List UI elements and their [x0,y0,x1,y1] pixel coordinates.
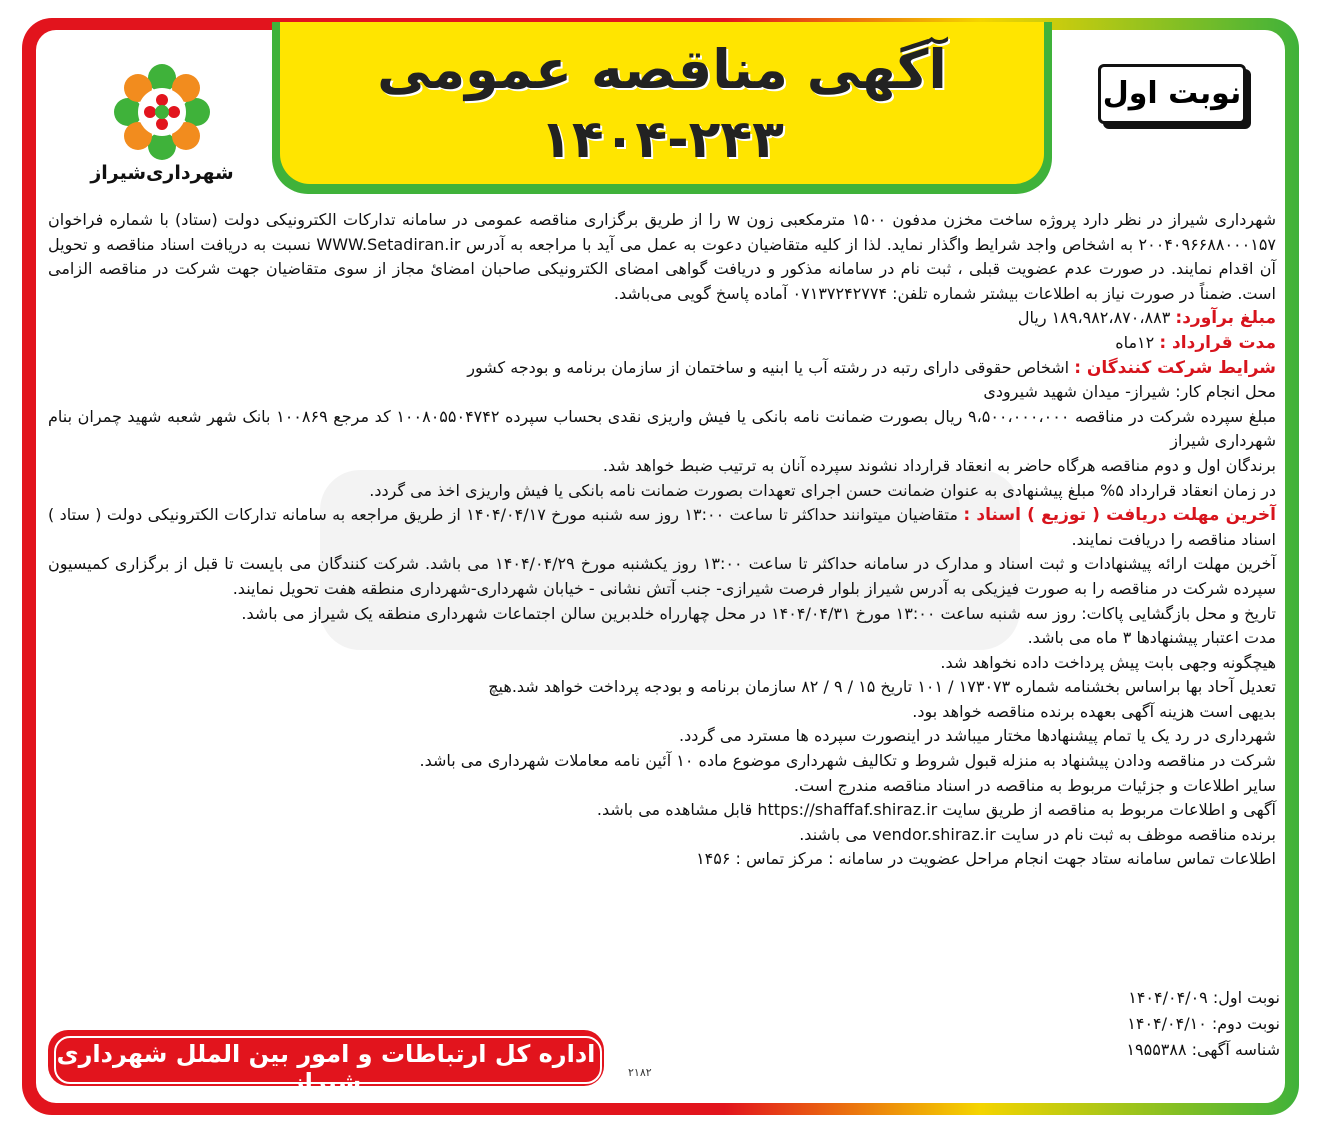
conditions-label: شرایط شرکت کنندگان : [1074,357,1276,378]
estimate-value: ۱۸۹،۹۸۲،۸۷۰،۸۸۳ ریال [1017,308,1171,328]
ad-title: آگهی مناقصه عمومی [377,38,947,101]
ad-id: شناسه آگهی: ۱۹۵۵۳۸۸ [1126,1040,1280,1059]
acceptance-line: شرکت در مناقصه ودادن پیشنهاد به منزله قبول شروط و تکالیف شهرداری موضوع ماده ۱۰ آئین نامه معاملات شهرداری می باشد. [419,751,1276,771]
footer-office: اداره کل ارتباطات و امور بین الملل شهرداری شیراز [56,1040,596,1096]
deadline-label: آخرین مهلت دریافت ( توزیع ) اسناد : [963,505,1277,526]
guarantee-line: در زمان انعقاد قرارداد ۵% مبلغ پیشنهادی به عنوان ضمانت حسن اجرای تعهدات بصورت ضمانت نامه بانکی یا فیش واریزی اخذ می گردد. [369,480,1276,500]
conditions-line [48,356,1276,381]
validity-line: مدت اعتبار پیشنهادها ۳ ماه می باشد. [1027,628,1276,648]
duration-label: مدت قرارداد : [1159,332,1276,353]
location-line: محل انجام کار: شیراز- میدان شهید شیرودی [983,382,1276,402]
prepayment-line: هیچگونه وجهی بابت پیش پرداخت داده نخواهد شد. [940,652,1276,672]
second-round-date: نوبت دوم: ۱۴۰۴/۰۴/۱۰ [1127,1014,1280,1033]
first-round-date: نوبت اول: ۱۴۰۴/۰۴/۰۹ [1128,988,1280,1007]
duration-line [48,331,1276,356]
deposit-paragraph: مبلغ سپرده شرکت در مناقصه ۹،۵۰۰،۰۰۰،۰۰۰ ریال بصورت ضمانت نامه بانکی یا فیش واریزی نقدی بحساب سپرده ۱۰۰۸۰۵۵۰۴۷۴۲ کد مرجع ۱۰۰۸۶۹ بانک شهر شعبه شهید چمران بنام شهرداری شیراز [48,406,1277,451]
vendor-line: برنده مناقصه موظف به ثبت نام در سایت vendor.shiraz.ir می باشند. [799,824,1276,844]
adjustment-line: تعدیل آحاد بها براساس بخشنامه شماره ۱۷۳۰۷۳ / ۱۰۱ تاریخ ۱۵ / ۹ / ۸۲ سازمان برنامه و بودجه پرداخت خواهد شد.هیچ [488,677,1276,697]
duration-value: ۱۲ماه [1115,332,1155,352]
logo-text: شهرداری‌شیراز [90,162,234,184]
conditions-value: اشخاص حقوقی دارای رتبه در رشته آب یا ابنیه و ساختمان از سازمان برنامه و بودجه کشور [467,357,1070,377]
ad-body [48,208,1276,872]
tender-number: ۱۴۰۴-۲۴۳ [540,110,784,170]
round-badge: نوبت اول [1098,64,1246,124]
estimate-label: مبلغ برآورد: [1175,308,1276,329]
deadline-paragraph [48,503,1276,552]
other-info-line: سایر اطلاعات و جزئیات مربوط به مناقصه در اسناد مناقصه مندرج است. [793,775,1276,795]
opening-line: تاریخ و محل بازگشایی پاکات: روز سه شنبه ساعت ۱۳:۰۰ مورخ ۱۴۰۴/۰۴/۳۱ در محل چهارراه خلدبرین سالن اجتماعات شهرداری منطقه یک شیراز می باشد. [241,603,1276,623]
intro-paragraph: شهرداری شیراز در نظر دارد پروژه ساخت مخزن مدفون ۱۵۰۰ مترمکعبی زون w را از طریق برگزاری مناقصه عمومی در سامانه تدارکات الکترونیکی دولت (ستاد) با شماره فراخوان ۲۰۰۴۰۹۶۶۸۸۰۰۰۱۵۷ به اشخاص واجد شرایط واگذار نماید. لذا از کلیه متقاضیان دعوت به عمل می آید با مراجعه به آدرس WWW.Setadiran.ir نسبت به دریافت اسناد مناقصه و تحویل آن اقدام نمایند. در صورت عدم عضویت قبلی ، ثبت نام در سامانه مذکور و دریافت گواهی امضای الکترونیکی صاحبان امضائ مجاز از سوی متقاضیان جهت شرکت در مناقصه الزامی است. ضمناً در صورت نیاز به اطلاعات بیشتر شماره تلفن: ۰۷۱۳۷۲۴۲۷۷۴ آماده پاسخ گویی می‌باشد. [48,210,1276,303]
forfeit-line: برندگان اول و دوم مناقصه هرگاه حاضر به انعقاد قرارداد نشوند سپرده آنان به ترتیب ضبط خواهد شد. [602,455,1276,475]
ad-cost-line: بدیهی است هزینه آگهی بعهده برنده مناقصه خواهد بود. [912,701,1276,721]
website-line: آگهی و اطلاعات مربوط به مناقصه از طریق سایت https://shaffaf.shiraz.ir قابل مشاهده می باشد. [596,800,1276,820]
estimate-line [48,306,1276,331]
deadline-value: متقاضیان میتوانند حداکثر تا ساعت ۱۳:۰۰ روز سه شنبه مورخ ۱۴۰۴/۰۴/۱۷ از طریق مراجعه به سامانه تدارکات الکترونیکی دولت ( ستاد ) اسناد مناقصه را دریافت نمایند. [48,505,1276,549]
submission-paragraph: آخرین مهلت ارائه پیشنهادات و ثبت اسناد و مدارک در سامانه حداکثر تا ساعت ۱۳:۰۰ روز یکشنبه مورخ ۱۴۰۴/۰۴/۲۹ می باشد. شرکت کنندگان می بایست تا قبل از برگزاری کمیسیون سپرده شرکت در مناقصه را به صورت فیزیکی به آدرس شیراز بلوار فرصت شیرازی- جنب آتش نشانی - خیابان شهرداری-شهرداری منطقه هفت تحویل نمایند. [48,554,1277,598]
print-code: ۲۱۸۲ [628,1066,652,1079]
contact-line: اطلاعات تماس سامانه ستاد جهت انجام مراحل عضویت در سامانه : مرکز تماس : ۱۴۵۶ [696,849,1276,869]
rejection-line: شهرداری در رد یک یا تمام پیشنهادها مختار میباشد در اینصورت سپرده ها مسترد می گردد. [678,726,1276,746]
